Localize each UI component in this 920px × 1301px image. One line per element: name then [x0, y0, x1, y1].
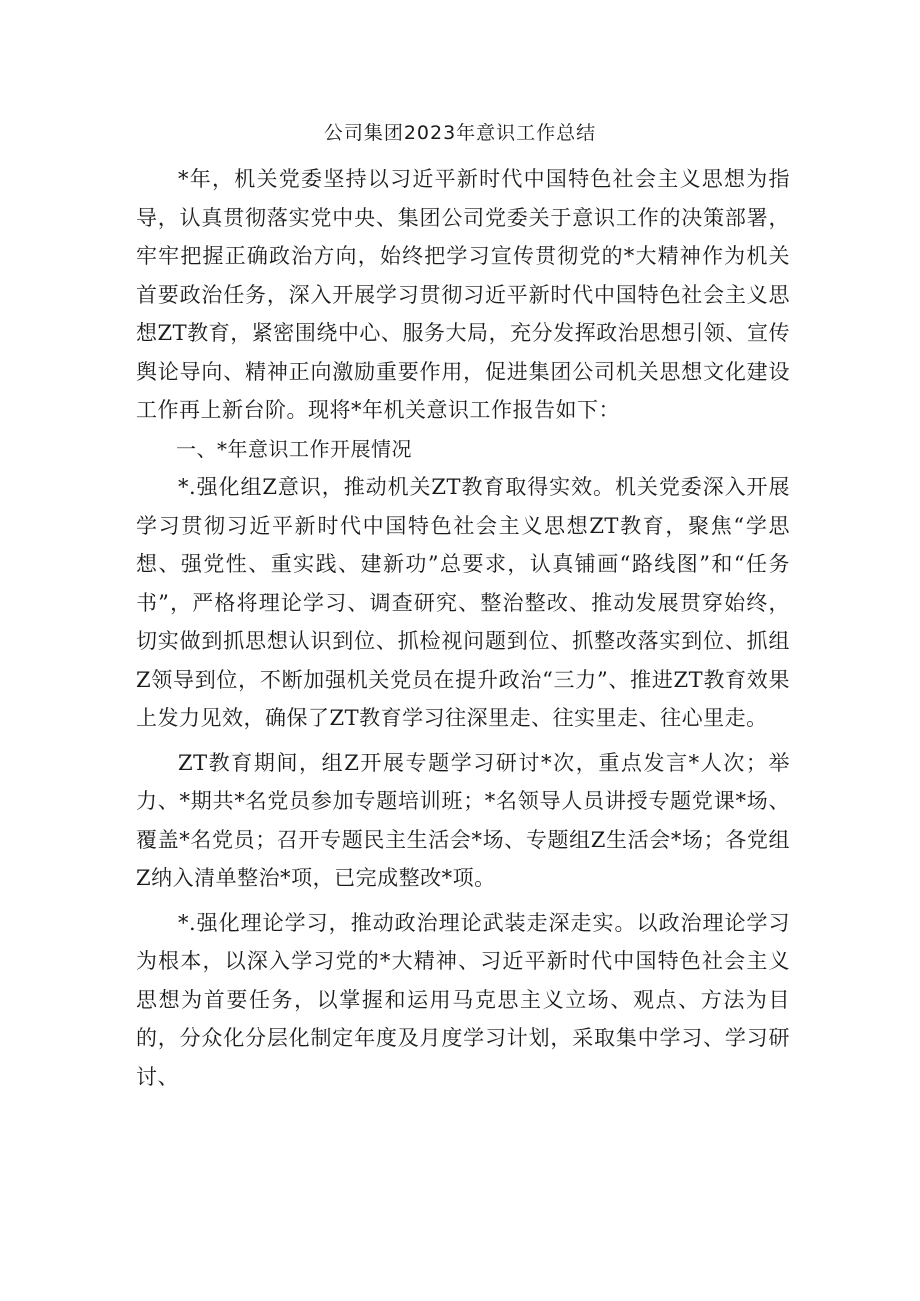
- paragraph-zt-statistics: ZT教育期间，组Z开展专题学习研讨*次，重点发言*人次；举力、*期共*名党员参加专题培训班；*名领导人员讲授专题党课*场、覆盖*名党员；召开专题民主生活会*场、专题组Z生活会*场；各党组Z纳入清单整治*项，已完成整改*项。: [136, 750, 790, 890]
- intro-paragraph: *年，机关党委坚持以习近平新时代中国特色社会主义思想为指导，认真贯彻落实党中央、集团公司党委关于意识工作的决策部署，牢牢把握正确政治方向，始终把学习宣传贯彻党的*大精神作为机关首要政治任务，深入开展学习贯彻习近平新时代中国特色社会主义思想ZT教育，紧密围绕中心、服务大局，充分发挥政治思想引领、宣传舆论导向、精神正向激励重要作用，促进集团公司机关思想文化建设工作再上新台阶。现将*年机关意识工作报告如下：: [136, 167, 790, 422]
- section-heading-1: 一、*年意识工作开展情况: [176, 436, 412, 461]
- paragraph-zt-education: *.强化组Z意识，推动机关ZT教育取得实效。机关党委深入开展学习贯彻习近平新时代中国特色社会主义思想ZT教育，聚焦“学思想、强党性、重实践、建新功”总要求，认真铺画“路线图”和“任务书”，严格将理论学习、调查研究、整治整改、推动发展贯穿始终，切实做到抓思想认识到位、抓检视问题到位、抓整改落实到位、抓组Z领导到位，不断加强机关党员在提升政治“三力”、推进ZT教育效果上发力见效，确保了ZT教育学习往深里走、往实里走、往心里走。: [136, 475, 790, 730]
- paragraph-theory-study: *.强化理论学习，推动政治理论武装走深走实。以政治理论学习为根本，以深入学习党的*大精神、习近平新时代中国特色社会主义思想为首要任务，以掌握和运用马克思主义立场、观点、方法为目的，分众化分层化制定年度及月度学习计划，采取集中学习、学习研讨、: [136, 910, 790, 1089]
- document-title: 公司集团2023年意识工作总结: [323, 122, 597, 144]
- document-body: [136, 160, 790, 1096]
